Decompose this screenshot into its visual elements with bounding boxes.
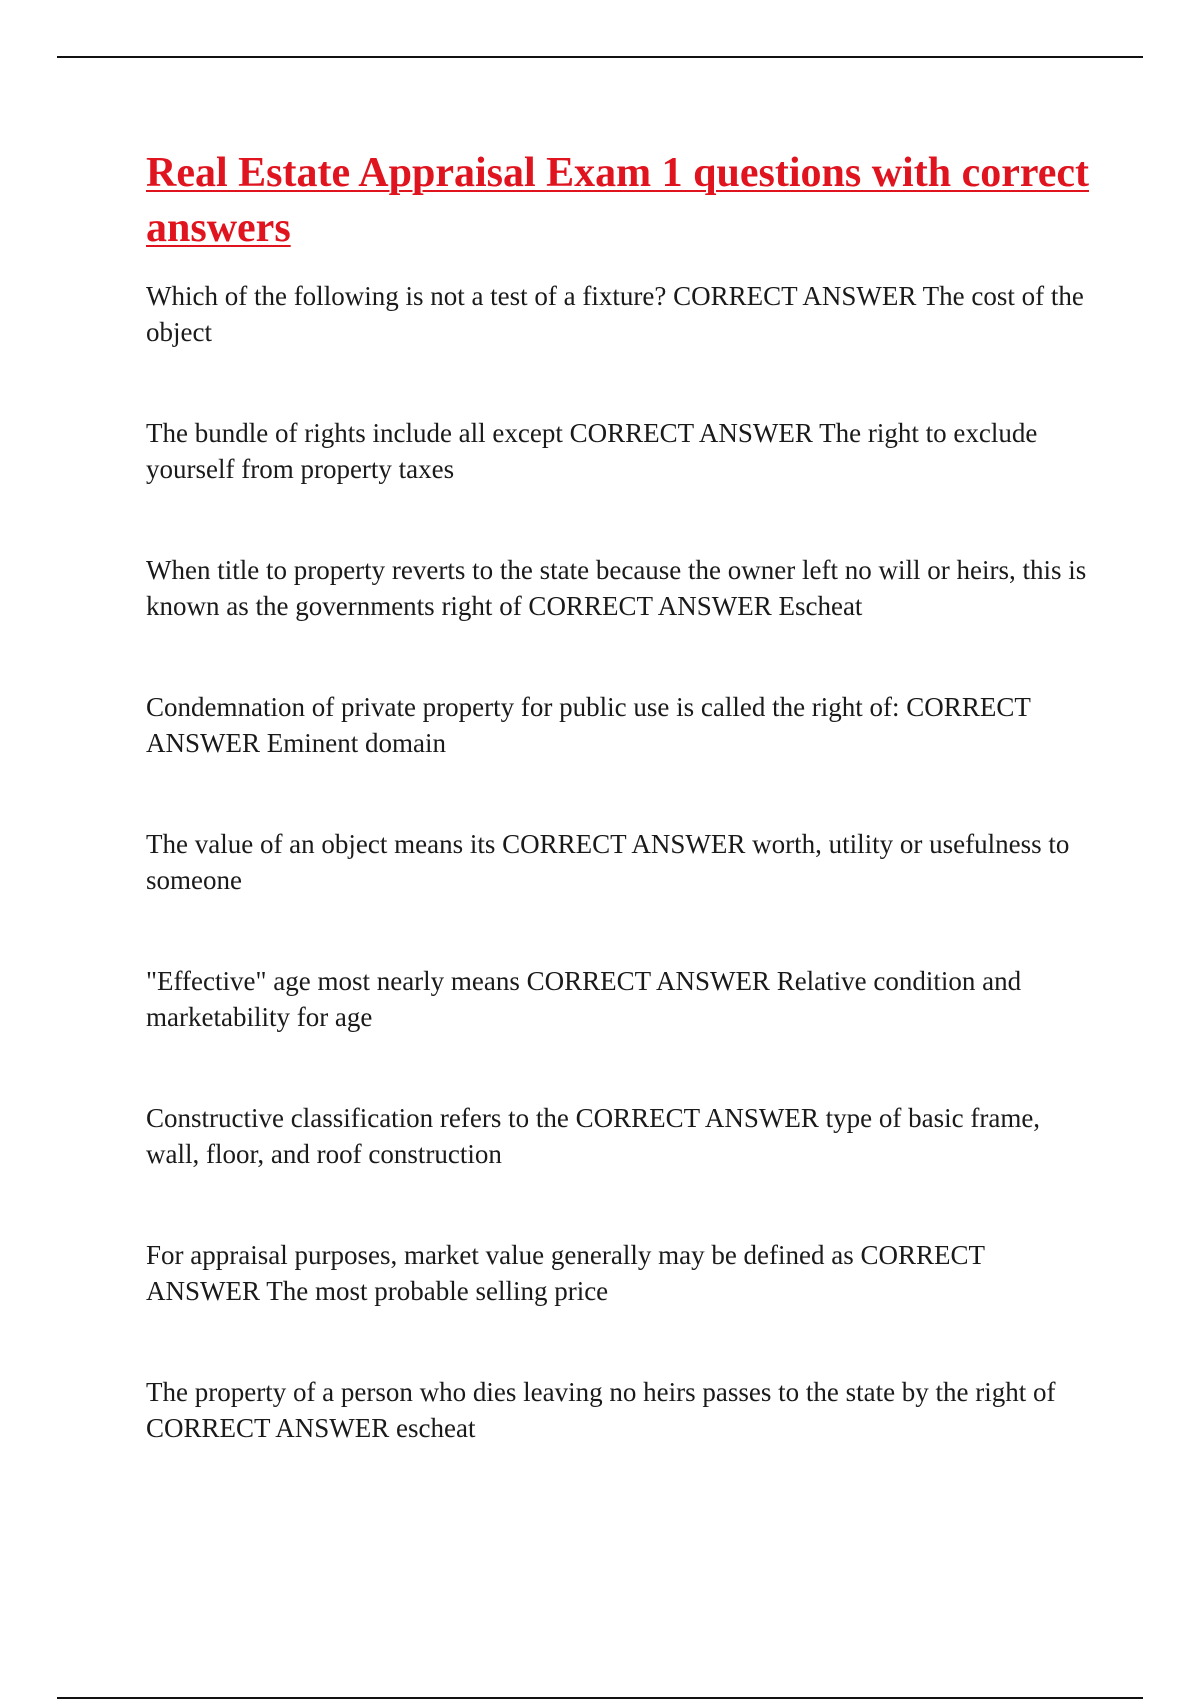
- top-rule: [57, 56, 1143, 58]
- question-answer-list: [146, 278, 1096, 1511]
- qa-item-9: The property of a person who dies leaving no heirs passes to the state by the right of CORRECT ANSWER escheat: [146, 1377, 1056, 1443]
- qa-item-8: For appraisal purposes, market value generally may be defined as CORRECT ANSWER The most probable selling price: [146, 1240, 985, 1306]
- qa-item-1: Which of the following is not a test of a fixture? CORRECT ANSWER The cost of the object: [146, 281, 1084, 347]
- qa-item-3: When title to property reverts to the state because the owner left no will or heirs, this is known as the governments right of CORRECT ANSWER Escheat: [146, 555, 1087, 621]
- document-title: Real Estate Appraisal Exam 1 questions with correct answers: [146, 150, 1090, 251]
- bottom-rule: [57, 1697, 1143, 1699]
- qa-item-2: The bundle of rights include all except CORRECT ANSWER The right to exclude yourself from property taxes: [146, 418, 1038, 484]
- qa-item-5: The value of an object means its CORRECT ANSWER worth, utility or usefulness to someone: [146, 829, 1070, 895]
- document-body: [146, 146, 1096, 1511]
- qa-item-7: Constructive classification refers to the CORRECT ANSWER type of basic frame, wall, floor, and roof construction: [146, 1103, 1041, 1169]
- qa-item-4: Condemnation of private property for public use is called the right of: CORRECT ANSWER Eminent domain: [146, 692, 1031, 758]
- qa-item-6: "Effective" age most nearly means CORRECT ANSWER Relative condition and marketability for age: [146, 966, 1022, 1032]
